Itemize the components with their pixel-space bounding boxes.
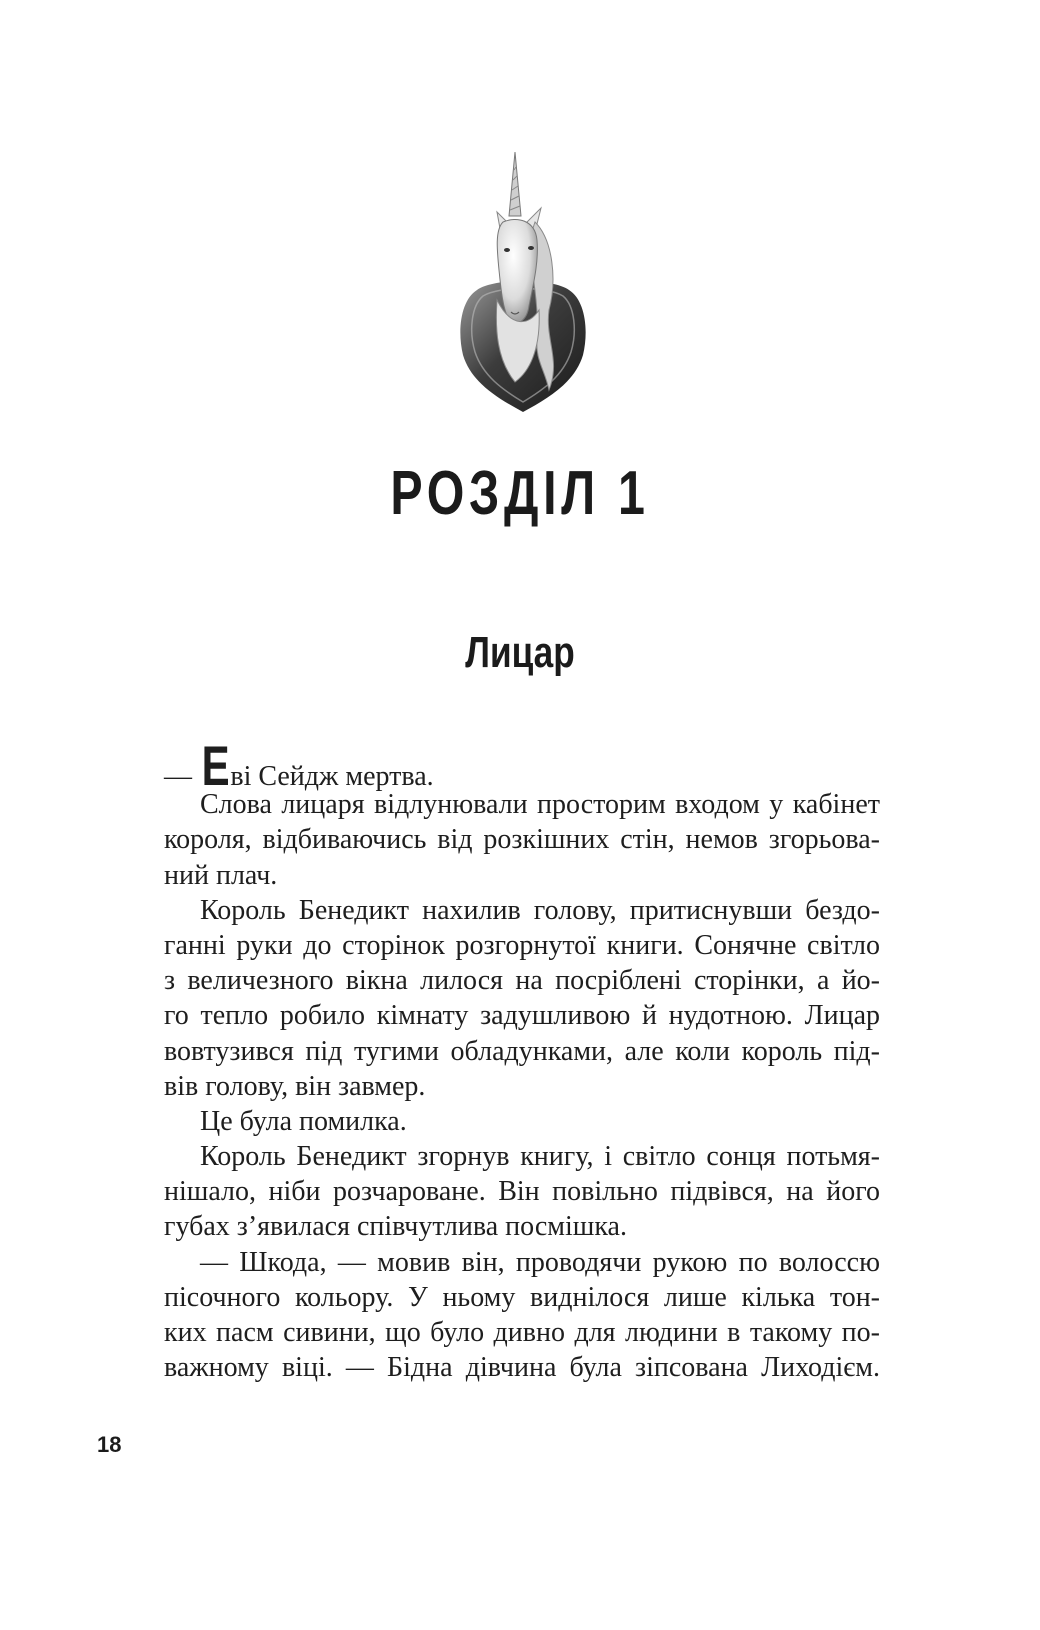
chapter-title: РОЗДІЛ 1: [390, 459, 650, 528]
text-line: [164, 734, 880, 797]
text-line: пісочного кольору. У ньому виднілося лише кілька тон-: [164, 1281, 880, 1313]
text-line: Король Бенедикт згорнув книгу, і світло сонця потьмя-: [200, 1141, 880, 1173]
text-line: з величезного вікна лилося на посріблені сторінки, а йо-: [164, 965, 880, 997]
text-line: — Шкода, — мовив він, проводячи рукою по волоссю: [200, 1246, 880, 1278]
page-number: 18: [97, 1432, 122, 1457]
text-line: Це була помилка.: [200, 1105, 407, 1137]
text-line: губах з’явилася співчутлива посмішка.: [164, 1211, 627, 1243]
text-line: ких пасм сивини, що було дивно для людини в такому по-: [164, 1317, 880, 1348]
text-line-rest: ві Сейдж мертва.: [230, 761, 434, 792]
dialogue-dash: —: [164, 761, 199, 792]
text-line: ганні руки до сторінок розгорнутої книги. Сонячне світло: [164, 929, 880, 961]
chapter-subtitle: Лицар: [465, 628, 575, 677]
text-line: Слова лицаря відлунювали просторим входом у кабінет: [200, 789, 880, 821]
text-line: вів голову, він завмер.: [164, 1070, 426, 1102]
unicorn-trophy-icon: [457, 150, 589, 414]
drop-cap: Е: [201, 734, 230, 797]
text-line: Король Бенедикт нахилив голову, притиснувши бездо-: [200, 894, 880, 926]
text-line: го тепло робило кімнату задушливою й нудотною. Лицар: [164, 1000, 880, 1032]
body-text: [164, 734, 880, 1385]
text-line: вовтузився під тугими обладунками, але коли король під-: [164, 1035, 880, 1067]
text-line: короля, відбиваючись від розкішних стін, немов згорьова-: [164, 824, 880, 856]
text-line: важному віці. — Бідна дівчина була зіпсована Лиходієм.: [164, 1352, 880, 1384]
text-line: ний плач.: [164, 859, 278, 891]
text-line: нішало, ніби розчароване. Він повільно підвівся, на його: [164, 1176, 880, 1208]
